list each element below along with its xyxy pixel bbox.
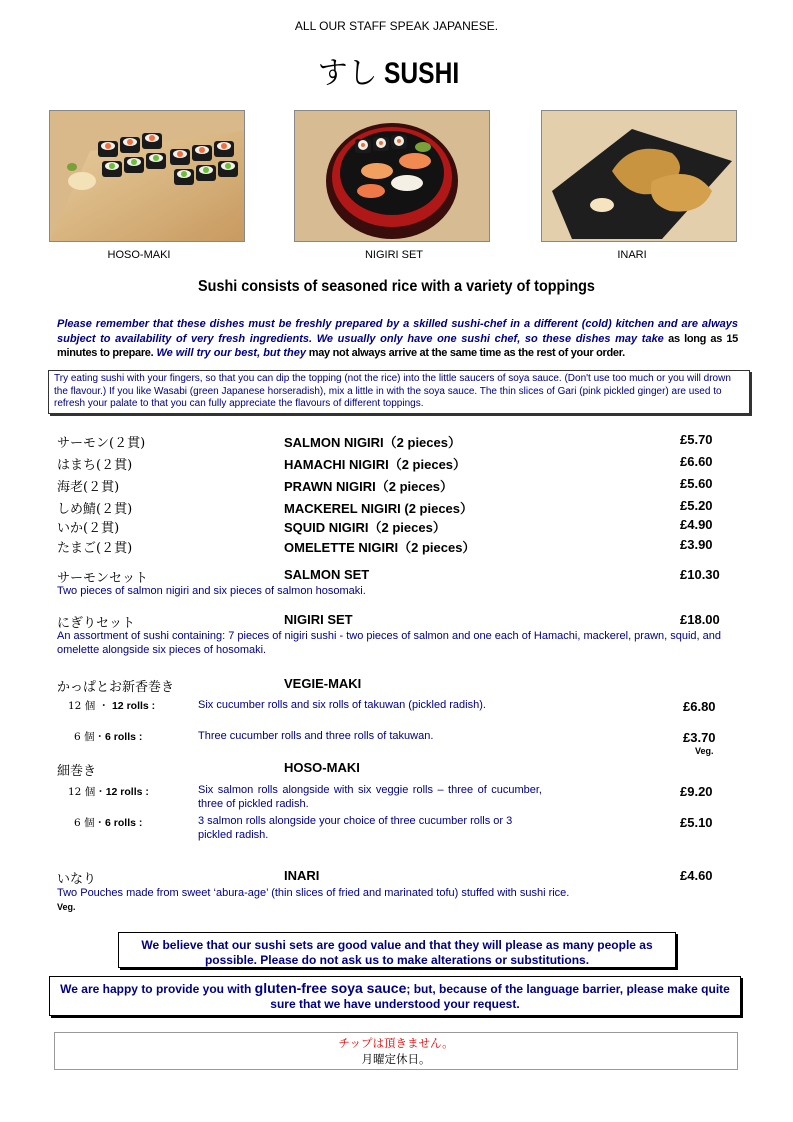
hoso-maki-jp: 細巻き (57, 764, 97, 779)
inari-name: INARI (284, 868, 320, 883)
item-price: £3.90 (680, 537, 713, 552)
subtitle: Sushi consists of seasoned rice with a variety of toppings (198, 278, 595, 295)
footer-box (54, 1032, 738, 1070)
eating-tip-box: Try eating sushi with your fingers, so that you can dip the topping (not the rice) into the little saucers of soya sauce. (Don't use too much or you will drown the flavour.) If you like Wasabi (green Japanese horseradish), mix a little in with the soya sauce. The thin slices of Gari (pink pickled ginger) are used to refresh your palate to that you can fully appreciate the flavours of different toppings. (48, 370, 750, 414)
item-name: HAMACHI NIGIRI（2 pieces） (284, 457, 467, 472)
vegie-maki-qty-6: 6 個・6 rolls : (74, 731, 143, 743)
preparation-notice: Please remember that these dishes must be freshly prepared by a skilled sushi-chef in a different (cold) kitchen and are always subject to availability of very fresh ingredients. We usually only have one sushi chef, so these dishes may take as long as 15 minutes to prepare. We will try our best, but they may not always arrive at the same time as the rest of your order. (57, 318, 738, 359)
item-price: £5.20 (680, 498, 713, 513)
hoso-maki-desc-12: Six salmon rolls alongside with six veggie rolls – three of cucumber, three of pickled radish. (198, 784, 542, 810)
item-jp-name: しめ鯖(２貫) (57, 502, 133, 517)
vegie-maki-jp: かっぱとお新香巻き (57, 680, 175, 695)
inari-price: £4.60 (680, 868, 713, 883)
staff-note: ALL OUR STAFF SPEAK JAPANESE. (294, 19, 499, 33)
vegie-maki-qty-12: 12 個 ・ 12 rolls : (68, 700, 156, 712)
salmon-set-price: £10.30 (680, 567, 720, 582)
item-jp-name: サーモン(２貫) (57, 436, 146, 451)
gluten-free-notice-box: We are happy to provide you with gluten-free soya sauce; but, because of the language barrier, please make quite sure that we have understood your request. (49, 976, 741, 1016)
item-price: £6.60 (680, 454, 713, 469)
item-price: £5.70 (680, 432, 713, 447)
salmon-set-jp: サーモンセット (57, 571, 149, 586)
caption-inari: INARI (617, 249, 647, 261)
salmon-set-description: Two pieces of salmon nigiri and six pieces of salmon hosomaki. (57, 585, 366, 597)
nigiri-set-jp: にぎりセット (57, 616, 136, 631)
item-price: £4.90 (680, 517, 713, 532)
vegie-maki-veg-label: Veg. (695, 746, 714, 756)
hoso-maki-qty-12: 12 個・12 rolls : (68, 786, 149, 798)
item-jp-name: 海老(２貫) (57, 480, 120, 495)
value-notice-box: We believe that our sushi sets are good value and that they will please as many people as possible. Please do not ask us to make alterations or substitutions. (118, 932, 676, 968)
hoso-maki-qty-6: 6 個・6 rolls : (74, 817, 143, 829)
salmon-set-name: SALMON SET (284, 567, 370, 582)
inari-jp: いなり (57, 872, 97, 887)
caption-hoso-maki: HOSO-MAKI (107, 249, 171, 261)
vegie-maki-name: VEGIE-MAKI (284, 676, 362, 691)
nigiri-set-name: NIGIRI SET (284, 612, 353, 627)
item-name: OMELETTE NIGIRI（2 pieces） (284, 540, 476, 555)
page-title (0, 56, 793, 92)
vegie-maki-price-12: £6.80 (683, 699, 716, 714)
hoso-maki-name: HOSO-MAKI (284, 760, 360, 775)
hoso-maki-desc-6: 3 salmon rolls alongside your choice of three cucumber rolls or 3 pickled radish. (198, 815, 513, 841)
closed-monday-notice: 月曜定休日。 (361, 1052, 431, 1066)
item-name: MACKEREL NIGIRI (2 pieces） (284, 501, 474, 516)
nigiri-set-description: An assortment of sushi containing: 7 pieces of nigiri sushi - two pieces of salmon and one each of Hamachi, mackerel, prawn, squid, and omelette alongside six pieces of hosomaki. (57, 630, 722, 656)
item-name: PRAWN NIGIRI（2 pieces） (284, 479, 454, 494)
photo-hoso-maki (49, 110, 245, 242)
inari-description: Two Pouches made from sweet ‘abura-age’ (thin slices of fried and marinated tofu) stuffed with sushi rice. (57, 887, 570, 899)
title-japanese: すし (317, 56, 378, 91)
hoso-maki-price-12: £9.20 (680, 784, 713, 799)
inari-veg-label: Veg. (57, 902, 76, 912)
item-jp-name: たまご(２貫) (57, 541, 133, 556)
item-name: SQUID NIGIRI（2 pieces） (284, 520, 446, 535)
title-english: SUSHI (383, 57, 459, 90)
vegie-maki-price-6: £3.70 (683, 730, 716, 745)
item-jp-name: はまち(２貫) (57, 458, 133, 473)
photo-inari (541, 110, 737, 242)
hoso-maki-price-6: £5.10 (680, 815, 713, 830)
item-price: £5.60 (680, 476, 713, 491)
nigiri-set-price: £18.00 (680, 612, 720, 627)
photo-nigiri-set (294, 110, 490, 242)
vegie-maki-desc-12: Six cucumber rolls and six rolls of takuwan (pickled radish). (198, 699, 486, 711)
item-jp-name: いか(２貫) (57, 521, 120, 536)
item-name: SALMON NIGIRI（2 pieces） (284, 435, 461, 450)
vegie-maki-desc-6: Three cucumber rolls and three rolls of takuwan. (198, 730, 434, 742)
no-tips-notice: チップは頂きません。 (338, 1036, 454, 1050)
caption-nigiri-set: NIGIRI SET (364, 249, 424, 261)
